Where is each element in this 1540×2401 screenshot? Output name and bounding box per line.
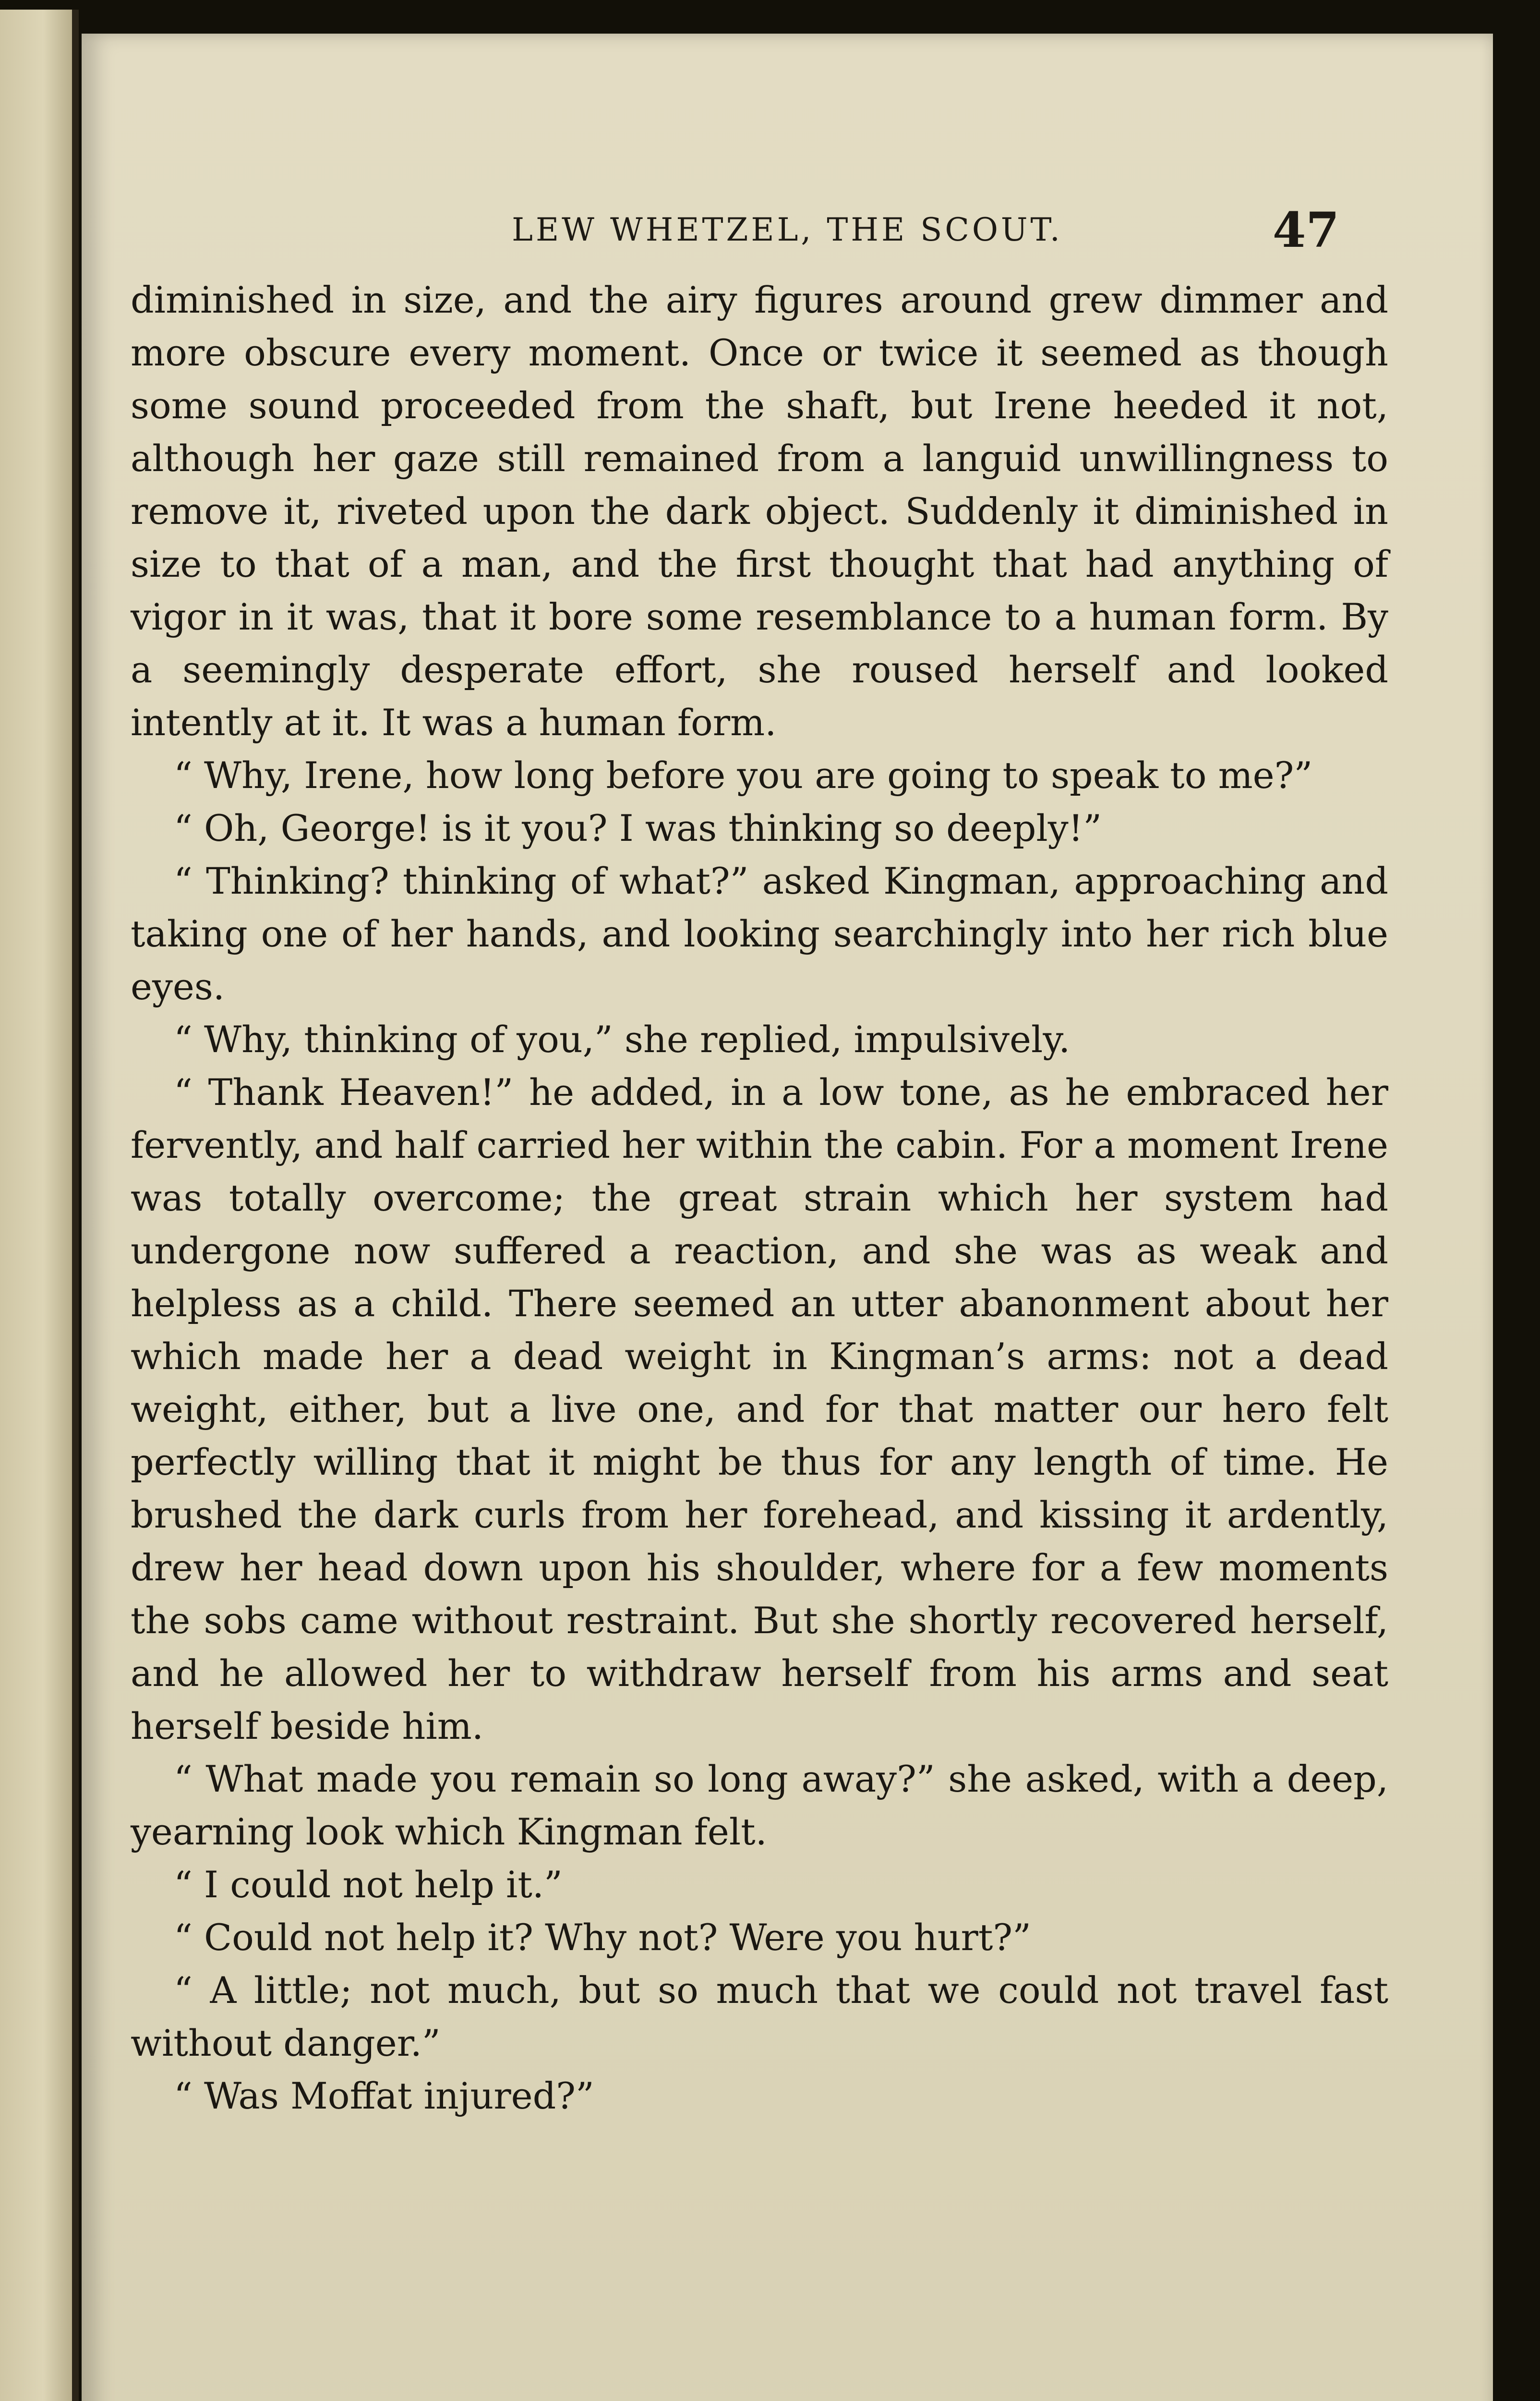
paragraph: “ A little; not much, but so much that we could not travel fast without danger.”: [131, 1969, 1388, 2064]
paragraph: diminished in size, and the airy figures around grew dimmer and more obscure every moment. Once or twice it seemed as though some sound proceeded from the shaft, but Irene heeded it not, although her gaze still remained from a languid unwillingness to remove it, riveted upon the dark object. Suddenly it diminished in size to that of a man, and the first thought that had anything of vigor in it was, that it bore some resemblance to a human form. By a seemingly desperate effort, she roused herself and looked intently at it. It was a human form.: [131, 279, 1388, 744]
paragraph: “ Why, Irene, how long before you are going to speak to me?”: [174, 754, 1313, 797]
running-title: LEW WHETZEL, THE SCOUT.: [512, 211, 1063, 248]
running-head: [82, 187, 1493, 258]
paragraph: “ Why, thinking of you,” she replied, impulsively.: [174, 1018, 1071, 1061]
paragraph: “ I could not help it.”: [174, 1863, 563, 1906]
paragraph: “ Was Moffat injured?”: [174, 2074, 594, 2117]
page-number: 47: [1272, 202, 1339, 258]
left-page-edge: [0, 10, 79, 2401]
paragraph: “ What made you remain so long away?” she asked, with a deep, yearning look which Kingman felt.: [131, 1758, 1388, 1853]
paragraph: “ Oh, George! is it you? I was thinking so deeply!”: [174, 807, 1102, 849]
paragraph: “ Could not help it? Why not? Were you hurt?”: [174, 1916, 1031, 1959]
paragraph: “ Thank Heaven!” he added, in a low tone, as he embraced her fervently, and half carried her within the cabin. For a moment Irene was totally overcome; the great strain which her system had undergone now suffered a reaction, and she was as weak and helpless as a child. There seemed an utter abanonment about her which made her a dead weight in Kingman’s arms: not a dead weight, either, but a live one, and for that matter our hero felt perfectly willing that it might be thus for any length of time. He brushed the dark curls from her forehead, and kissing it ardently, drew her head down upon his shoulder, where for a few moments the sobs came without restraint. But she shortly recovered herself, and he allowed her to withdraw herself from his arms and seat herself beside him.: [131, 1071, 1388, 1747]
body-text: [131, 274, 1388, 2122]
book-page: [82, 34, 1493, 2401]
paragraph: “ Thinking? thinking of what?” asked Kingman, approaching and taking one of her hands, and looking searchingly into her rich blue eyes.: [131, 860, 1388, 1008]
